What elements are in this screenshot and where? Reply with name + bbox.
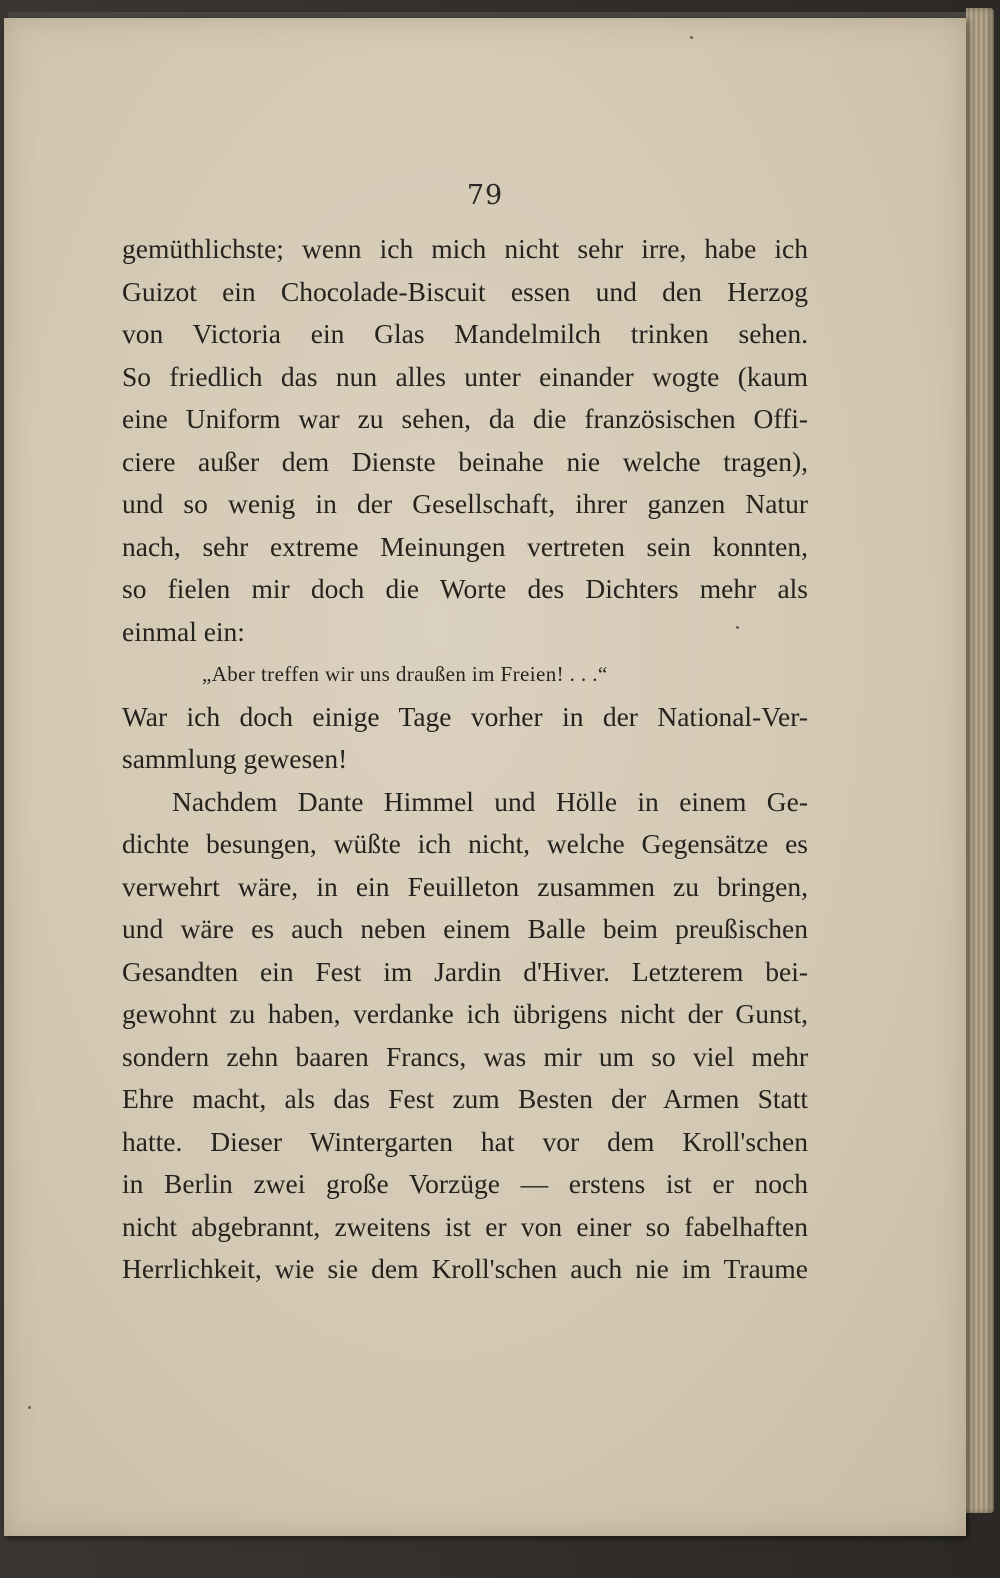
text-line: so fielen mir doch die Worte des Dichters mehr als xyxy=(122,573,808,604)
text-line: War ich doch einige Tage vorher in der National-Ver- xyxy=(122,700,808,732)
text-line: ciere außer dem Dienste beinahe nie welche tragen), xyxy=(122,445,808,477)
text-line: dichte besungen, wüßte ich nicht, welche Gegensätze es xyxy=(122,828,808,859)
book-page-edges xyxy=(966,8,994,1513)
text-line: und so wenig in der Gesellschaft, ihrer ganzen Natur xyxy=(122,488,808,519)
quotation-line: „Aber treffen wir uns draußen im Freien! . . .“ xyxy=(202,662,608,686)
paper-speck xyxy=(28,1406,31,1409)
text-line: gemüthlichste; wenn ich mich nicht sehr irre, habe ich xyxy=(122,233,808,264)
paper-speck xyxy=(690,36,693,39)
text-line: und wäre es auch neben einem Balle beim preußischen xyxy=(122,913,808,944)
text-line: von Victoria ein Glas Mandelmilch trinken sehen. xyxy=(122,318,808,349)
paragraph-first-line: Nachdem Dante Himmel und Hölle in einem Ge- xyxy=(172,785,808,817)
text-line: einmal ein: xyxy=(122,615,245,647)
text-line: eine Uniform war zu sehen, da die französischen Offi- xyxy=(122,403,808,434)
text-line: nach, sehr extreme Meinungen vertreten sein konnten, xyxy=(122,530,808,562)
text-line: Guizot ein Chocolade-Biscuit essen und den Herzog xyxy=(122,275,808,307)
text-line: gewohnt zu haben, verdanke ich übrigens nicht der Gunst, xyxy=(122,998,808,1029)
body-text xyxy=(122,228,808,1291)
text-line: verwehrt wäre, in ein Feuilleton zusammen zu bringen, xyxy=(122,870,808,902)
text-line: Ehre macht, als das Fest zum Besten der Armen Statt xyxy=(122,1083,808,1114)
text-line: in Berlin zwei große Vorzüge — erstens ist er noch xyxy=(122,1168,808,1199)
text-line: nicht abgebrannt, zweitens ist er von einer so fabelhaften xyxy=(122,1210,808,1242)
text-line: Gesandten ein Fest im Jardin d'Hiver. Letzterem bei- xyxy=(122,955,808,987)
text-line: sondern zehn baaren Francs, was mir um so viel mehr xyxy=(122,1040,808,1072)
text-line: Herrlichkeit, wie sie dem Kroll'schen auch nie im Traume xyxy=(122,1253,808,1284)
text-line: sammlung gewesen! xyxy=(122,743,348,774)
page-number: 79 xyxy=(466,180,504,211)
text-line: So friedlich das nun alles unter einander wogte (kaum xyxy=(122,360,808,392)
text-line: hatte. Dieser Wintergarten hat vor dem Kroll'schen xyxy=(122,1125,808,1157)
